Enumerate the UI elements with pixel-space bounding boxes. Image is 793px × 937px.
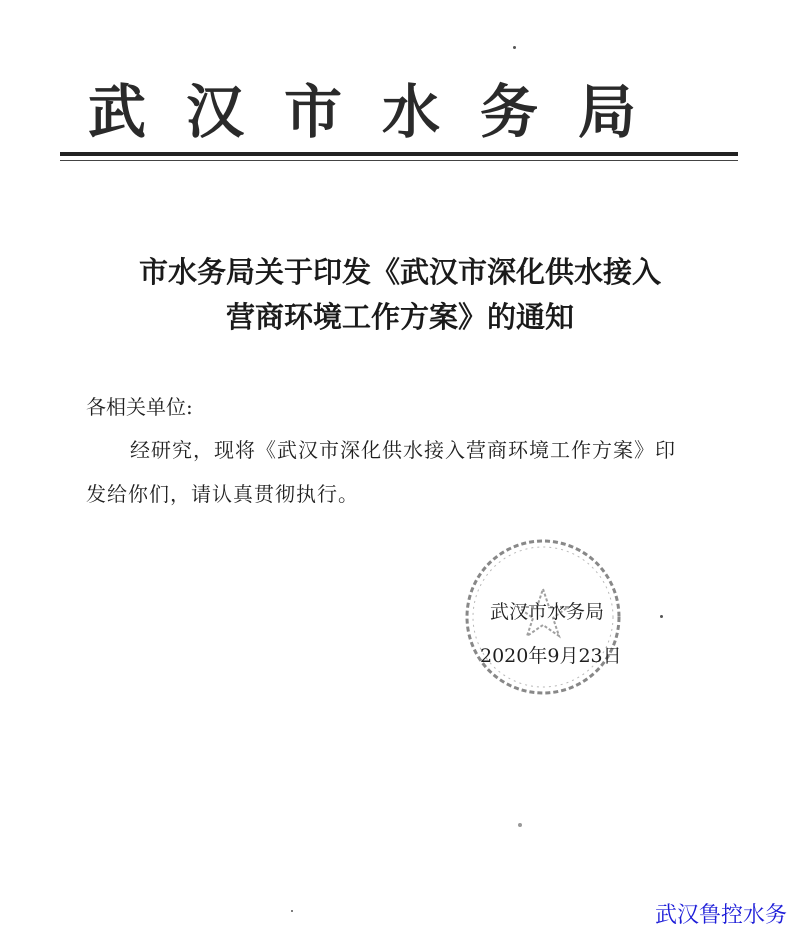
letterhead-rule-thick [60, 152, 738, 156]
signature-date: 2020年9月23日 [480, 645, 622, 667]
document-title-line-1: 市水务局关于印发《武汉市深化供水接入 [138, 255, 661, 289]
scan-speck [518, 823, 522, 827]
body-paragraph-line-1: 经研究，现将《武汉市深化供水接入营商环境工作方案》印 [130, 438, 676, 462]
watermark-text: 武汉鲁控水务 [654, 903, 787, 928]
document-title-line-2: 营商环境工作方案》的通知 [225, 300, 574, 334]
letterhead-org-name: 武汉市水务局 [88, 78, 677, 146]
scan-speck [513, 46, 516, 49]
scan-speck [291, 910, 293, 912]
signature-issuer: 武汉市水务局 [490, 601, 605, 623]
body-paragraph-line-2: 发给你们，请认真贯彻执行。 [86, 482, 359, 506]
letterhead-rule-thin [60, 160, 738, 161]
salutation: 各相关单位: [86, 395, 193, 419]
scan-speck [660, 615, 663, 618]
